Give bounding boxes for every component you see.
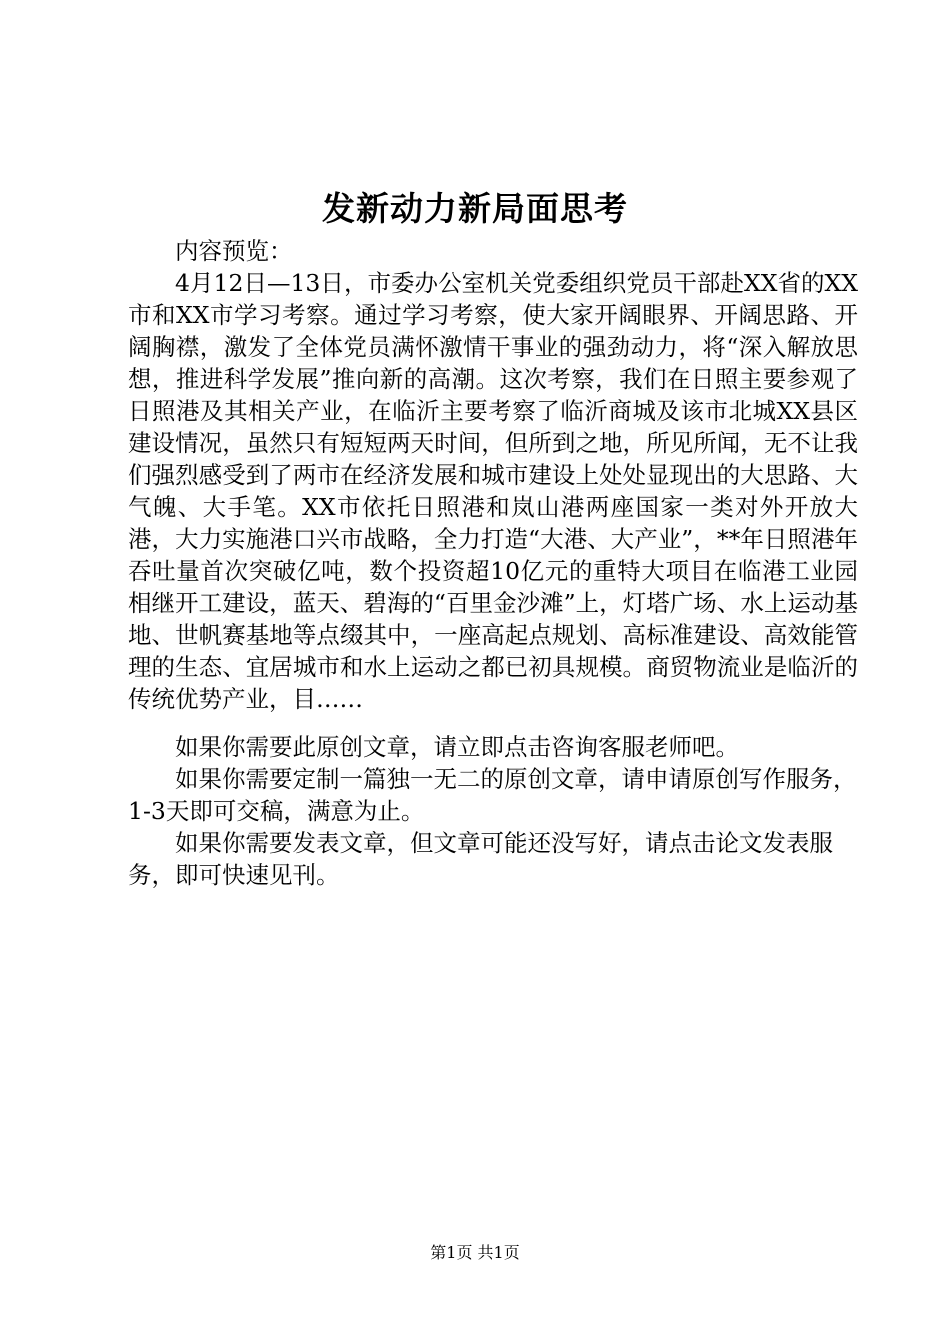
document-body <box>128 235 858 891</box>
note-paragraph-custom: 如果你需要定制一篇独一无二的原创文章，请申请原创写作服务，1-3天即可交稿，满意为止。 <box>128 765 857 825</box>
note-paragraph-consult: 如果你需要此原创文章，请立即点击咨询客服老师吧。 <box>175 733 739 761</box>
note-paragraph-publish: 如果你需要发表文章，但文章可能还没写好，请点击论文发表服务，即可快速见刊。 <box>128 829 833 889</box>
page-footer: 第1页 共1页 <box>430 1243 520 1262</box>
document-title: 发新动力新局面思考 <box>322 189 628 228</box>
preview-text: 4月12日—13日，市委办公室机关党委组织党员干部赴XX省的XX市和XX市学习考察。通过学习考察，使大家开阔眼界、开阔思路、开阔胸襟，激发了全体党员满怀激情干事业的强劲动力，将“深入解放思想，推进科学发展”推向新的高潮。这次考察，我们在日照主要参观了日照港及其相关产业，在临沂主要考察了临沂商城及该市北城XX县区建设情况，虽然只有短短两天时间，但所到之地，所见所闻，无不让我们强烈感受到了两市在经济发展和城市建设上处处显现出的大思路、大气魄、大手笔。XX市依托日照港和岚山港两座国家一类对外开放大港，大力实施港口兴市战略，全力打造“大港、大产业”，**年日照港年吞吐量首次突破亿吨，数个投资超10亿元的重特大项目在临港工业园相继开工建设，蓝天、碧海的“百里金沙滩”上，灯塔广场、水上运动基地、世帆赛基地等点缀其中，一座高起点规划、高标准建设、高效能管理的生态、宜居城市和水上运动之都已初具规模。商贸物流业是临沂的传统优势产业，目…… <box>128 269 858 713</box>
preview-label: 内容预览： <box>175 237 293 265</box>
